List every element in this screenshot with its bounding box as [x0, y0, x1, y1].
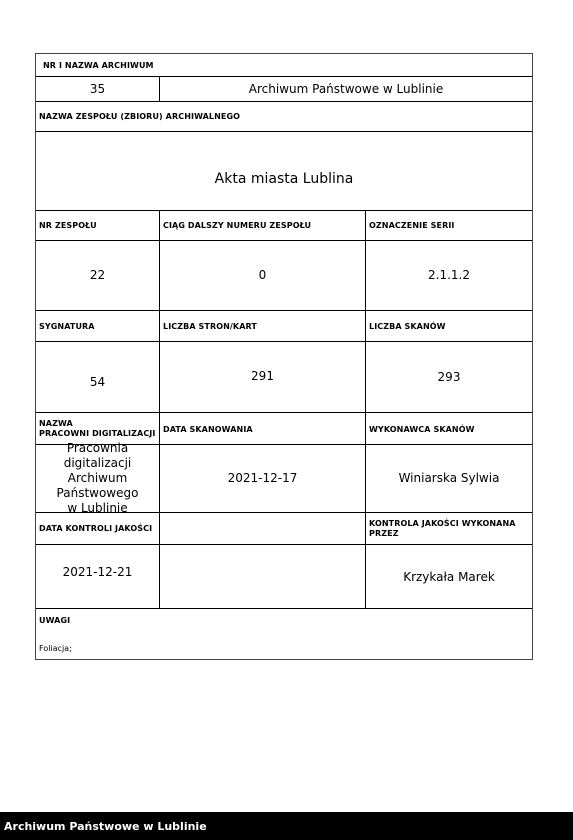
qc-by-value: Krzykała Marek	[366, 545, 532, 609]
continuation-value: 0	[160, 241, 366, 311]
remarks-value: Foliacja;	[39, 644, 72, 653]
lab-line2: Archiwum Państwowego	[56, 471, 139, 500]
series-label: OZNACZENIE SERII	[366, 211, 532, 241]
scan-date-label: DATA SKANOWANIA	[160, 413, 366, 445]
qc-by-label-line2: PRZEZ	[369, 529, 399, 538]
scans-label: LICZBA SKANÓW	[366, 311, 532, 342]
fonds-name-label: NAZWA ZESPOŁU (ZBIORU) ARCHIWALNEGO	[36, 102, 532, 132]
fonds-name-value: Akta miasta Lublina	[36, 132, 532, 211]
pages-label: LICZBA STRON/KART	[160, 311, 366, 342]
qc-date-value: 2021-12-21	[36, 545, 160, 609]
scans-value: 293	[366, 342, 532, 413]
lab-label-line1: NAZWA	[39, 419, 73, 428]
series-value: 2.1.1.2	[366, 241, 532, 311]
footer-bar	[0, 812, 573, 840]
signature-label: SYGNATURA	[36, 311, 160, 342]
remarks-box	[36, 609, 532, 659]
remarks-label: UWAGI	[39, 616, 71, 625]
signature-value: 54	[36, 342, 160, 413]
metryka-form	[35, 53, 533, 660]
lab-label-line2: PRACOWNI DIGITALIZACJI	[39, 429, 156, 438]
footer-text: Archiwum Państwowe w Lublinie	[4, 820, 207, 833]
scanner-value: Winiarska Sylwia	[366, 445, 532, 513]
archive-number: 35	[36, 77, 160, 102]
qc-empty-label	[160, 513, 366, 545]
scanner-label: WYKONAWCA SKANÓW	[366, 413, 532, 445]
qc-date-label: DATA KONTROLI JAKOŚCI	[36, 513, 160, 545]
lab-line3: w Lublinie	[67, 501, 128, 515]
continuation-label: CIĄG DALSZY NUMERU ZESPOŁU	[160, 211, 366, 241]
lab-line1: Pracownia digitalizacji	[63, 441, 132, 470]
fonds-number-label: NR ZESPOŁU	[36, 211, 160, 241]
scan-date-value: 2021-12-17	[160, 445, 366, 513]
lab-value	[36, 441, 160, 515]
qc-by-label-line1: KONTROLA JAKOŚCI WYKONANA	[369, 519, 516, 528]
fonds-number-value: 22	[36, 241, 160, 311]
qc-empty-value	[160, 545, 366, 609]
pages-value: 291	[160, 342, 366, 413]
archive-label: NR I NAZWA ARCHIWUM	[36, 54, 532, 77]
qc-by-label	[366, 513, 532, 545]
archive-name: Archiwum Państwowe w Lublinie	[160, 77, 532, 102]
